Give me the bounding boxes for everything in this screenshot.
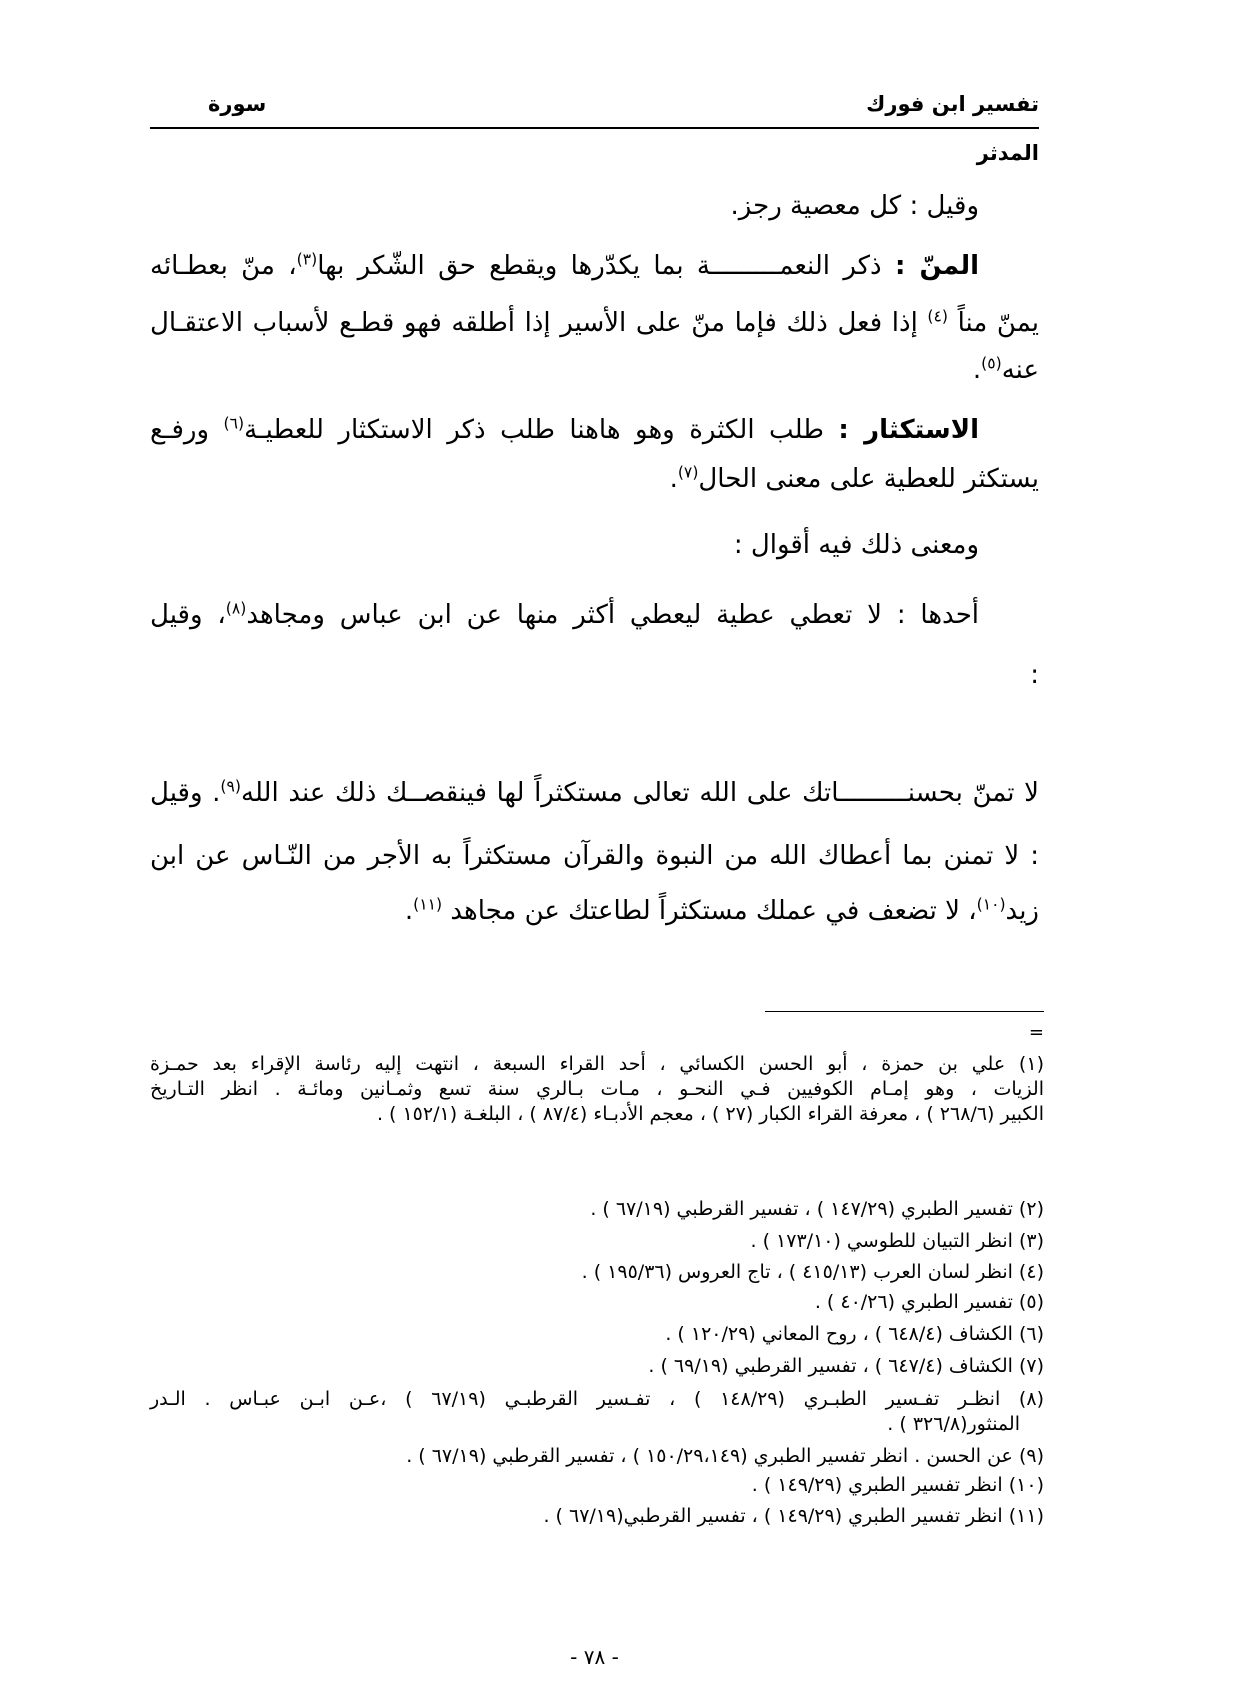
body-text: أحدها : لا تعطي عطية ليعطي أكثر منها عن ابن عباس ومجاهد [246, 600, 979, 630]
body-text: . وقيل [150, 778, 221, 808]
running-header-surah-name: المدثر [976, 141, 1039, 165]
running-header-surah-label: سورة [208, 92, 267, 116]
body-text: ومعنى ذلك فيه أقوال : [733, 530, 979, 560]
body-text: . [669, 464, 678, 494]
footnote-reference: (٥) [981, 354, 1002, 373]
body-line [150, 598, 1039, 632]
body-line [150, 249, 1039, 283]
footnote-line: (٩) عن الحسن . انظر تفسير الطبري (١٥٠/٢٩،١٤٩ ) ، تفسير القرطبي (٦٧/١٩ ) . [406, 1445, 1044, 1467]
footnote-reference: (٤) [927, 307, 948, 326]
footnote-line: (١٠) انظر تفسير الطبري (١٤٩/٢٩ ) . [751, 1474, 1044, 1496]
body-text: يمنّ مناً [948, 308, 1039, 338]
body-line [150, 776, 1039, 810]
body-text: ، لا تضعف في عملك مستكثراً لطاعتك عن مجاهد [442, 896, 977, 926]
body-text: ورفـع [150, 415, 224, 445]
footnote-line: (٣) انظر التبيان للطوسي (١٧٣/١٠ ) . [750, 1230, 1044, 1252]
body-text: ، وقيل [150, 600, 226, 630]
body-text: . [404, 896, 414, 926]
defined-term: المنّ : [894, 251, 979, 281]
body-text: طلب الكثرة وهو هاهنا طلب ذكر الاستكثار للعطيـة [244, 415, 839, 445]
header-rule [150, 127, 1039, 129]
body-text: : لا تمنن بما أعطاك الله من النبوة والقرآن مستكثراً به الأجر من النّـاس عن ابن [150, 841, 1039, 871]
footnote-reference: (١١) [413, 895, 443, 914]
body-line [150, 658, 1039, 692]
footnote-reference: (٩) [220, 777, 241, 796]
footnote-line: (١) علي بن حمزة ، أبو الحسن الكسائي ، أحد القراء السبعة ، انتهت إليه رئاسة الإقراء بعد حمـزة [150, 1053, 1044, 1075]
footnote-reference: (٦) [223, 414, 245, 433]
footnote-line: (٧) الكشاف (٦٤٧/٤ ) ، تفسير القرطبي (٦٩/١٩ ) . [648, 1355, 1044, 1377]
body-text: وقيل : كل معصية رجز. [730, 191, 979, 221]
footnote-line: (٦) الكشاف (٦٤٨/٤ ) ، روح المعاني (١٢٠/٢٩ ) . [665, 1323, 1044, 1345]
running-header-book-title: تفسير ابن فورك [866, 92, 1039, 116]
page-number: - ٧٨ - [570, 1645, 619, 1669]
body-text: يستكثر للعطية على معنى الحال [698, 464, 1039, 494]
body-line [150, 839, 1039, 873]
body-line [150, 894, 1039, 928]
footnote-line: (٢) تفسير الطبري (١٤٧/٢٩ ) ، تفسير القرطبي (٦٧/١٩ ) . [590, 1198, 1044, 1220]
body-line [150, 528, 1039, 562]
body-line [150, 353, 1039, 387]
defined-term: الاستكثار : [838, 415, 980, 445]
footnote-line: الزيات ، وهو إمـام الكوفيين فـي النحـو ، مـات بـالري سنة تسع وثمـانين ومائـة . انظر التـاريخ [150, 1078, 1044, 1100]
body-text: عنه [1001, 355, 1039, 385]
footnote-line: (٥) تفسير الطبري (٤٠/٢٦ ) . [814, 1291, 1044, 1313]
body-text: ذكر النعمـــــــــة بما يكدّرها ويقطع حق الشّكر بها [317, 251, 895, 281]
footnote-line: (٨) انظـر تفـسير الطبـري (١٤٨/٢٩ ) ، تفـسير القرطبـي (٦٧/١٩ ) ،عـن ابـن عبـاس . الـدر [150, 1388, 1044, 1410]
footnote-line: المنثور(٣٢٦/٨ ) . [887, 1413, 1020, 1435]
footnote-reference: (٣) [296, 250, 318, 269]
body-line [150, 189, 1039, 223]
body-line [150, 413, 1039, 447]
body-line [150, 462, 1039, 496]
body-text: لا تمنّ بحسنـــــــــاتك على الله تعالى مستكثراً لها فينقصــك ذلك عند الله [241, 778, 1039, 808]
footnote-line: الكبير (٢٦٨/٦ ) ، معرفة القراء الكبار (٢٧ ) ، معجم الأدبـاء (٨٧/٤ ) ، البلغـة (١٥٢/١ ) . [376, 1103, 1044, 1125]
body-text: ، منّ بعطـائه [150, 251, 297, 281]
footnote-reference: (١٠) [976, 895, 1006, 914]
body-text: إذا فعل ذلك فإما منّ على الأسير إذا أطلقه فهو قطـع لأسباب الاعتقـال [150, 308, 928, 338]
footnote-continuation-mark: = [1028, 1022, 1044, 1043]
body-text: . [972, 355, 982, 385]
body-text: : [1030, 660, 1039, 690]
body-line [150, 306, 1039, 340]
body-text: زيد [1005, 896, 1039, 926]
footnote-line: (٤) انظر لسان العرب (٤١٥/١٣ ) ، تاج العروس (١٩٥/٣٦ ) . [581, 1261, 1044, 1283]
footnote-reference: (٨) [225, 599, 247, 618]
footnote-separator [765, 1011, 1044, 1012]
footnote-line: (١١) انظر تفسير الطبري (١٤٩/٢٩ ) ، تفسير القرطبي(٦٧/١٩ ) . [543, 1505, 1044, 1527]
footnote-reference: (٧) [677, 463, 699, 482]
